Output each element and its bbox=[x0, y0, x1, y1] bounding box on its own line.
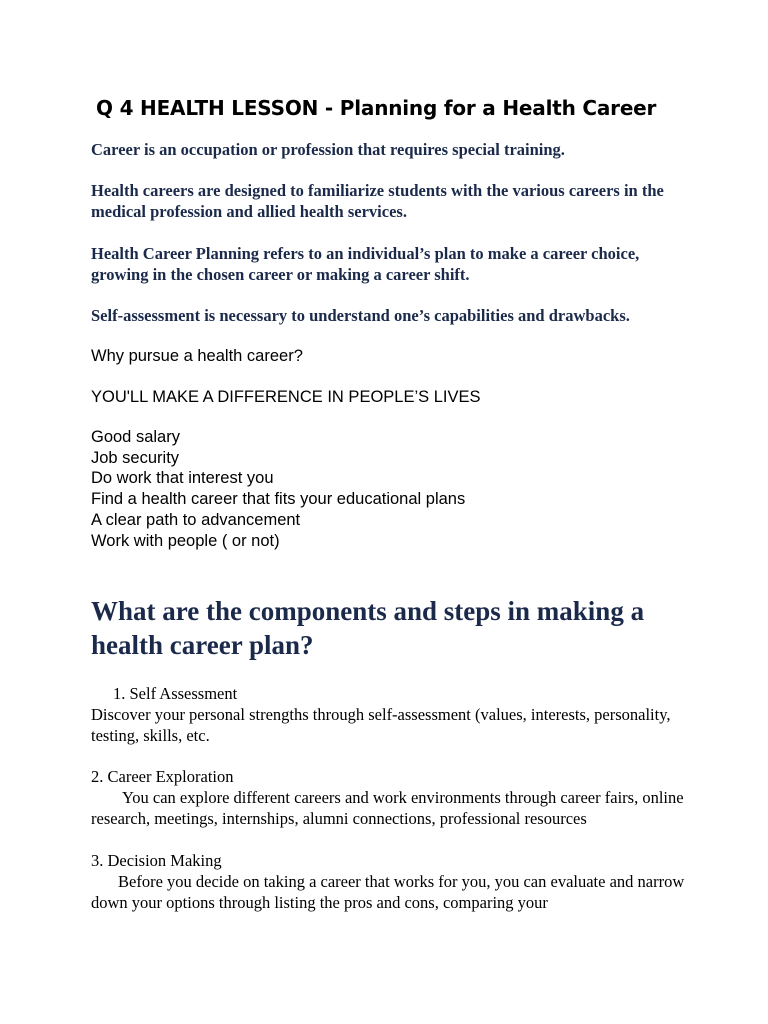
list-item: A clear path to advancement bbox=[91, 510, 301, 529]
step-3-body: Before you decide on taking a career that works for you, you can evaluate and narrow down your options through listing the pros and cons, comparing your bbox=[91, 872, 685, 912]
list-item: Do work that interest you bbox=[91, 469, 274, 488]
step-1-heading: 1. Self Assessment bbox=[113, 684, 238, 703]
step-2-body: You can explore different careers and work environments through career fairs, online research, meetings, internships, alumni connections, professional resources bbox=[91, 788, 684, 828]
definition-health-careers: Health careers are designed to familiarize students with the various careers in the medical profession and allied health services. bbox=[91, 181, 664, 221]
list-item: Find a health career that fits your educational plans bbox=[91, 490, 466, 509]
list-item: Good salary bbox=[91, 428, 180, 446]
definition-self-assessment: Self-assessment is necessary to understand one’s capabilities and drawbacks. bbox=[91, 306, 630, 325]
step-1-body: Discover your personal strengths through self-assessment (values, interests, personality, testing, skills, etc. bbox=[91, 705, 671, 745]
difference-line: YOU'LL MAKE A DIFFERENCE IN PEOPLE’S LIVES bbox=[91, 388, 481, 406]
definition-career-planning: Health Career Planning refers to an individual’s plan to make a career choice, growing in the chosen career or making a career shift. bbox=[91, 244, 640, 284]
definition-career: Career is an occupation or profession that requires special training. bbox=[91, 140, 565, 159]
components-heading: What are the components and steps in making a health career plan? bbox=[91, 596, 645, 660]
list-item: Work with people ( or not) bbox=[91, 531, 280, 550]
step-3-heading: 3. Decision Making bbox=[91, 851, 222, 870]
reasons-list bbox=[91, 427, 465, 551]
step-2-heading: 2. Career Exploration bbox=[91, 767, 234, 786]
list-item: Job security bbox=[91, 448, 180, 467]
why-question: Why pursue a health career? bbox=[91, 347, 303, 365]
page-title: Q 4 HEALTH LESSON - Planning for a Health Career bbox=[96, 96, 657, 120]
